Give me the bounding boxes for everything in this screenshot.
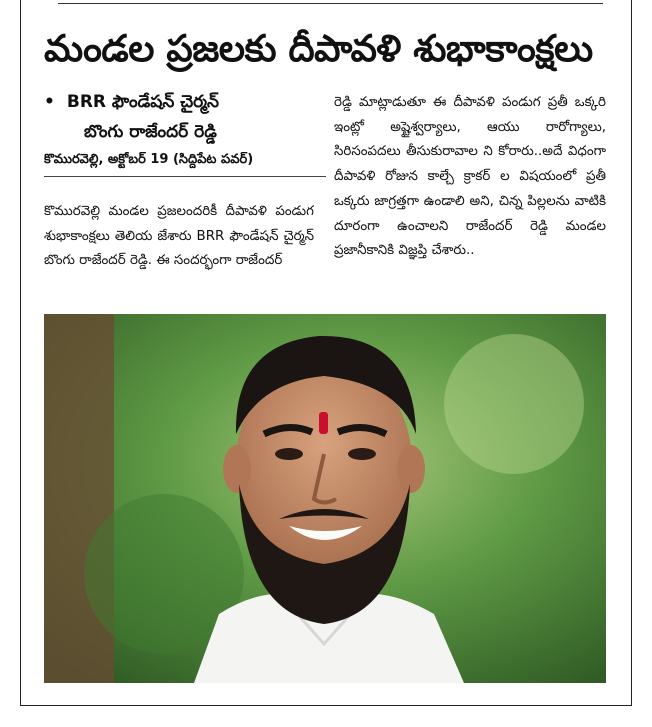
subheading-name: బొంగు రాజేందర్ రెడ్డి — [84, 122, 217, 142]
top-rule — [58, 3, 603, 4]
tilak-mark — [319, 412, 328, 434]
left-eye — [275, 448, 303, 460]
subheading-foundation: BRR ఫౌండేషన్ చైర్మన్ — [66, 92, 219, 112]
article-headline: మండల ప్రజలకు దీపావళి శుభాకాంక్షలు — [44, 27, 593, 70]
body-text-left-column: కొమురవెల్లి మండల ప్రజలందరికీ దీపావళి పండుగ శుభాకాంక్షలు తెలియ జేశారు BRR ఫౌండేషన్ చైర్మన్ బొంగు రాజేందర్ రెడ్డి. ఈ సందర్భంగా రాజేందర్ — [44, 204, 314, 269]
portrait-illustration — [44, 314, 606, 683]
right-ear — [397, 445, 425, 493]
portrait-photo — [44, 314, 606, 683]
right-eye — [348, 448, 376, 460]
background-foliage — [444, 334, 584, 474]
body-text-right-column: రెడ్డి మాట్లాడుతూ ఈ దీపావళి పండుగ ప్రతీ ఒక్కరి ఇంట్లో అష్టైశ్వర్యాలు, ఆయు రారోగ్యాలు, సిరిసంపదలు తీసుకురావాల ని కోరారు..అదే విధంగా దీపావళి రోజున కాల్చే క్రాకర్ ల విషయంలో ప్రతీ ఒక్కరు జాగ్రత్తగా ఉండాలి అని, చిన్న పిల్లలను వాటికి దూరంగా ఉంచాలని రాజేందర్ రెడ్డి మండల ప్రజానీకానికి విజ్ఞప్తి చేశారు.. — [334, 95, 606, 259]
bullet-icon: • — [44, 92, 55, 112]
background-tree-trunk — [44, 314, 114, 683]
subheading-line-1 — [44, 92, 219, 116]
left-ear — [223, 445, 251, 493]
dateline: కొమురవెల్లి, అక్టోబర్ 19 (సిద్దిపేట పవర్) — [44, 152, 254, 167]
dateline-rule — [44, 176, 326, 177]
